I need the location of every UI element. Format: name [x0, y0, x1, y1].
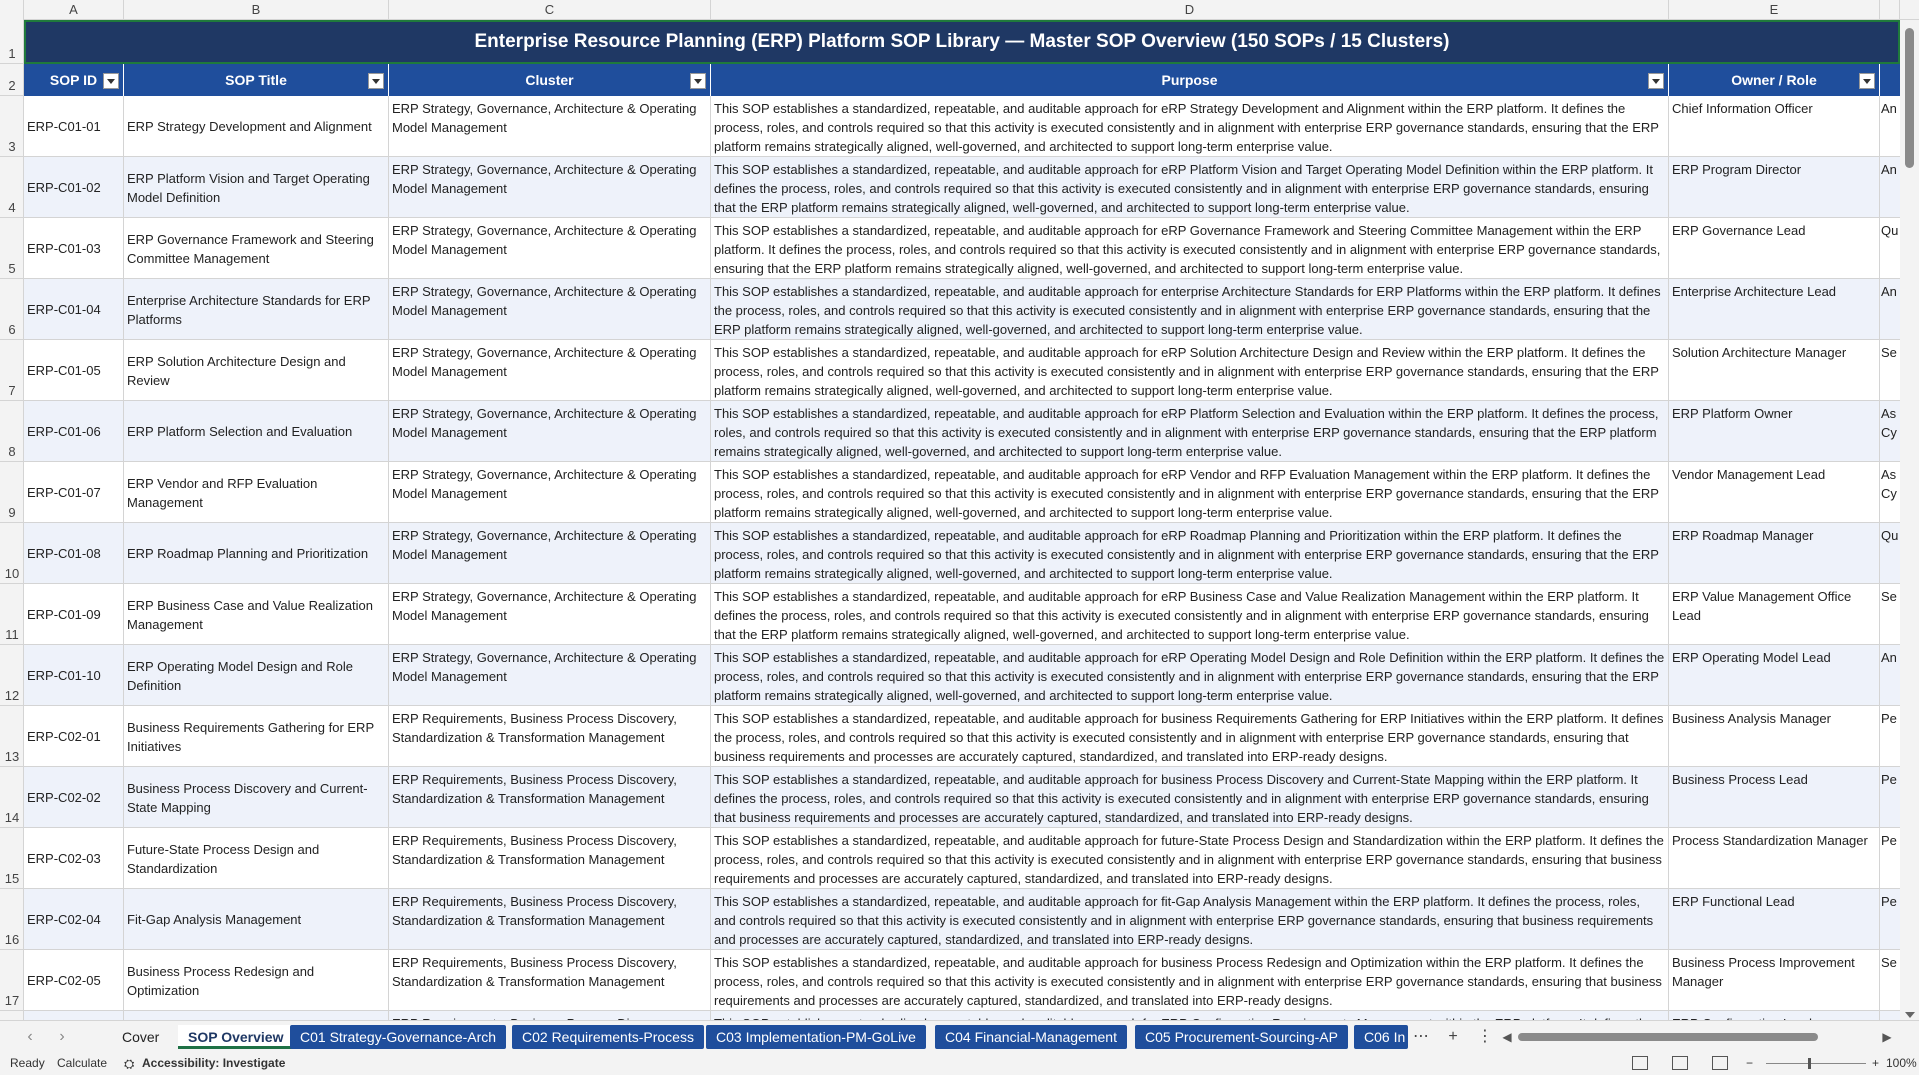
cell-owner[interactable]: Business Process Improvement Manager: [1669, 950, 1880, 1011]
cell-owner[interactable]: Solution Architecture Manager: [1669, 340, 1880, 401]
select-all-corner[interactable]: [0, 0, 24, 20]
table-row: [24, 889, 1900, 950]
cell-id[interactable]: ERP-C01-08: [24, 523, 124, 584]
cell-id[interactable]: ERP-C02-02: [24, 767, 124, 828]
row-header[interactable]: [0, 828, 24, 889]
sheet-tab-bar: [0, 1020, 1919, 1052]
cell-title[interactable]: Enterprise Architecture Standards for ERP Platforms: [124, 279, 389, 340]
cell-id[interactable]: ERP-C01-03: [24, 218, 124, 279]
row-number: 11: [5, 627, 19, 642]
cell-purpose[interactable]: This SOP establishes a standardized, repeatable, and auditable approach for eRP Solution Architecture Design and Review within the ERP platform. It defines the process, roles, and controls required so that this activity is executed consistently and in alignment with enterprise ERP governance standards, ensuring that the ERP platform remains strategically aligned, well-governed, and architected to support long-term enterprise value.: [711, 340, 1669, 401]
header-label: SOP Title: [225, 72, 287, 88]
row-header[interactable]: [0, 64, 24, 96]
cell-cluster[interactable]: ERP Requirements, Business Process Discovery, Standardization & Transformation Management: [389, 950, 711, 1011]
cell-owner[interactable]: ERP Functional Lead: [1669, 889, 1880, 950]
row-header[interactable]: [0, 20, 24, 64]
cell-extra[interactable]: Se: [1881, 589, 1897, 604]
tab-c02[interactable]: C02 Requirements-Process: [512, 1025, 704, 1049]
cell-title[interactable]: Business Requirements Gathering for ERP Initiatives: [124, 706, 389, 767]
table-row: [24, 462, 1900, 523]
column-header-d[interactable]: D: [711, 0, 1669, 20]
row-header[interactable]: [0, 340, 24, 401]
page-layout-view-icon[interactable]: [1672, 1056, 1688, 1070]
cell-id[interactable]: ERP-C02-01: [24, 706, 124, 767]
cell-owner[interactable]: Process Standardization Manager: [1669, 828, 1880, 889]
row-header[interactable]: [0, 279, 24, 340]
cell-cluster[interactable]: ERP Strategy, Governance, Architecture & Operating Model Management: [389, 523, 711, 584]
row-number: 3: [8, 139, 16, 154]
cell-title[interactable]: ERP Vendor and RFP Evaluation Management: [124, 462, 389, 523]
row-header[interactable]: [0, 462, 24, 523]
normal-view-icon[interactable]: [1632, 1056, 1648, 1070]
row-header[interactable]: [0, 767, 24, 828]
header-next-column[interactable]: [1880, 64, 1900, 96]
cell-owner[interactable]: ERP Program Director: [1669, 157, 1880, 218]
cell-id[interactable]: ERP-C01-05: [24, 340, 124, 401]
cell-owner[interactable]: ERP Platform Owner: [1669, 401, 1880, 462]
cell-purpose[interactable]: This SOP establishes a standardized, repeatable, and auditable approach for eRP Roadmap Planning and Prioritization within the ERP platform. It defines the process, roles, and controls required so that this activity is executed consistently and in alignment with enterprise ERP governance standards, ensuring that the ERP platform remains strategically aligned, well-governed, and architected to support long-term enterprise value.: [711, 523, 1669, 584]
scroll-right-icon[interactable]: ▶: [1882, 1030, 1892, 1044]
header-label: Cluster: [525, 72, 574, 88]
cell-id[interactable]: ERP-C01-06: [24, 401, 124, 462]
header-owner-role[interactable]: [1669, 64, 1880, 96]
status-accessibility[interactable]: Accessibility: Investigate: [142, 1056, 286, 1070]
cell-cluster[interactable]: ERP Strategy, Governance, Architecture & Operating Model Management: [389, 96, 711, 157]
row-header[interactable]: [0, 706, 24, 767]
cell-cluster[interactable]: ERP Strategy, Governance, Architecture & Operating Model Management: [389, 401, 711, 462]
status-bar: [0, 1052, 1919, 1075]
cell-title[interactable]: ERP Strategy Development and Alignment: [124, 96, 389, 157]
table-row: [24, 584, 1900, 645]
row-number: 4: [8, 200, 16, 215]
row-number: 14: [4, 810, 20, 825]
cell-purpose[interactable]: This SOP establishes a standardized, repeatable, and auditable approach for eRP Platform Vision and Target Operating Model Definition within the ERP platform. It defines the process, roles, and controls required so that this activity is executed consistently and in alignment with enterprise ERP governance standards, ensuring that the ERP platform remains strategically aligned, well-governed, and architected to support long-term enterprise value.: [711, 157, 1669, 218]
table-row: [24, 401, 1900, 462]
horizontal-scroll-thumb[interactable]: [1518, 1033, 1818, 1041]
cell-title[interactable]: ERP Platform Vision and Target Operating Model Definition: [124, 157, 389, 218]
cell-owner[interactable]: Chief Information Officer: [1669, 96, 1880, 157]
row-number: 9: [8, 505, 16, 520]
cell-cluster[interactable]: ERP Requirements, Business Process Discovery, Standardization & Transformation Management: [389, 767, 711, 828]
header-cluster[interactable]: [389, 64, 711, 96]
zoom-level[interactable]: 100%: [1886, 1056, 1917, 1070]
cell-purpose[interactable]: This SOP establishes a standardized, repeatable, and auditable approach for eRP Operating Model Design and Role Definition within the ERP platform. It defines the process, roles, and controls required so that this activity is executed consistently and in alignment with enterprise ERP governance standards, ensuring that the ERP platform remains strategically aligned, well-governed, and architected to support long-term enterprise value.: [711, 645, 1669, 706]
cell-owner[interactable]: ERP Governance Lead: [1669, 218, 1880, 279]
cell-owner[interactable]: Enterprise Architecture Lead: [1669, 279, 1880, 340]
cell-purpose[interactable]: This SOP establishes a standardized, repeatable, and auditable approach for enterprise Architecture Standards for ERP Platforms within the ERP platform. It defines the process, roles, and controls required so that this activity is executed consistently and in alignment with enterprise ERP governance standards, ensuring that the ERP platform remains strategically aligned, well-governed, and architected to support long-term enterprise value.: [711, 279, 1669, 340]
sheet-options-icon[interactable]: ⋮: [1477, 1028, 1493, 1045]
filter-dropdown-icon[interactable]: [1859, 73, 1875, 89]
row-header[interactable]: [0, 584, 24, 645]
cell-owner[interactable]: Business Process Lead: [1669, 767, 1880, 828]
cell-extra[interactable]: Se: [1881, 345, 1897, 360]
vertical-scrollbar[interactable]: [1900, 20, 1919, 1020]
cell-owner[interactable]: ERP Operating Model Lead: [1669, 645, 1880, 706]
status-calculate[interactable]: Calculate: [57, 1056, 108, 1070]
filter-dropdown-icon[interactable]: [368, 73, 384, 89]
cell-title[interactable]: ERP Business Case and Value Realization Management: [124, 584, 389, 645]
column-header-b[interactable]: B: [124, 0, 389, 20]
more-sheets-icon[interactable]: ⋯: [1413, 1028, 1429, 1045]
tab-c03[interactable]: C03 Implementation-PM-GoLive: [706, 1025, 926, 1049]
cell-title[interactable]: Business Process Discovery and Current-State Mapping: [124, 767, 389, 828]
cell-title[interactable]: Business Process Redesign and Optimization: [124, 950, 389, 1011]
header-label: Purpose: [1161, 72, 1218, 88]
cell-owner[interactable]: ERP Roadmap Manager: [1669, 523, 1880, 584]
cell-cluster[interactable]: ERP Strategy, Governance, Architecture & Operating Model Management: [389, 340, 711, 401]
cell-owner[interactable]: Vendor Management Lead: [1669, 462, 1880, 523]
cell-cluster[interactable]: ERP Requirements, Business Process Discovery, Standardization & Transformation Management: [389, 828, 711, 889]
row-number: 12: [4, 688, 20, 703]
sheet-title-cell[interactable]: Enterprise Resource Planning (ERP) Platform SOP Library — Master SOP Overview (150 SOPs / 15 Clusters): [24, 20, 1900, 64]
cell-cluster[interactable]: ERP Strategy, Governance, Architecture & Operating Model Management: [389, 279, 711, 340]
row-number: 5: [8, 261, 16, 276]
filter-dropdown-icon[interactable]: [690, 73, 706, 89]
status-ready: Ready: [10, 1056, 45, 1070]
cell-id[interactable]: ERP-C01-07: [24, 462, 124, 523]
table-row: [24, 645, 1900, 706]
table-row: [24, 767, 1900, 828]
zoom-in-button[interactable]: +: [1872, 1056, 1880, 1070]
table-row: [24, 279, 1900, 340]
header-sop-title[interactable]: [124, 64, 389, 96]
row-header[interactable]: [0, 950, 24, 1011]
add-sheet-icon[interactable]: +: [1448, 1028, 1458, 1045]
row-header[interactable]: [0, 523, 24, 584]
cell-extra[interactable]: Qu: [1881, 528, 1899, 543]
zoom-out-button[interactable]: −: [1746, 1056, 1754, 1070]
cell-id[interactable]: ERP-C01-10: [24, 645, 124, 706]
header-label: Owner / Role: [1731, 72, 1817, 88]
column-header-f[interactable]: [1880, 0, 1900, 20]
tab-c01[interactable]: C01 Strategy-Governance-Arch: [290, 1025, 506, 1049]
cell-extra[interactable]: As Cy: [1881, 467, 1897, 501]
row-header[interactable]: [0, 645, 24, 706]
row-number: 6: [8, 322, 16, 337]
page-break-view-icon[interactable]: [1712, 1056, 1728, 1070]
row-number: 8: [8, 444, 16, 459]
cell-id[interactable]: ERP-C01-04: [24, 279, 124, 340]
cell-purpose[interactable]: This SOP establishes a standardized, repeatable, and auditable approach for eRP Vendor and RFP Evaluation Management within the ERP platform. It defines the process, roles, and controls required so that this activity is executed consistently and in alignment with enterprise ERP governance standards, ensuring that the ERP platform remains strategically aligned, well-governed, and architected to support long-term enterprise value.: [711, 462, 1669, 523]
header-purpose[interactable]: [711, 64, 1669, 96]
cell-extra[interactable]: Qu: [1881, 223, 1899, 238]
row-header-bar: [0, 20, 24, 1020]
cell-id[interactable]: ERP-C01-01: [24, 96, 124, 157]
horizontal-scrollbar[interactable]: [1500, 1030, 1895, 1044]
zoom-slider-knob[interactable]: [1808, 1058, 1811, 1069]
cell-title[interactable]: ERP Solution Architecture Design and Review: [124, 340, 389, 401]
row-number: 13: [4, 749, 20, 764]
row-number: 1: [8, 46, 16, 61]
cell-purpose[interactable]: This SOP establishes a standardized, repeatable, and auditable approach for fit-Gap Analysis Management within the ERP platform. It defines the process, roles, and controls required so that this activity is executed consistently and in alignment with enterprise ERP governance standards, ensuring that business requirements and processes are accurately captured, standardized, and translated into ERP-ready designs.: [711, 889, 1669, 950]
header-sop-id[interactable]: [24, 64, 124, 96]
cell-cluster[interactable]: ERP Strategy, Governance, Architecture & Operating Model Management: [389, 157, 711, 218]
table-row: [24, 96, 1900, 157]
table-row: [24, 706, 1900, 767]
filter-dropdown-icon[interactable]: [1648, 73, 1664, 89]
row-number: 17: [4, 993, 20, 1008]
column-header-a[interactable]: A: [24, 0, 124, 20]
table-row: [24, 523, 1900, 584]
row-header[interactable]: [0, 96, 24, 157]
tab-c04[interactable]: C04 Financial-Management: [935, 1025, 1127, 1049]
cell-extra[interactable]: Se: [1881, 955, 1897, 970]
cell-id[interactable]: ERP-C02-03: [24, 828, 124, 889]
cell-owner[interactable]: Business Analysis Manager: [1669, 706, 1880, 767]
vertical-scroll-thumb[interactable]: [1905, 28, 1914, 168]
row-number: 15: [4, 871, 20, 886]
row-number: 16: [4, 932, 20, 947]
accessibility-icon[interactable]: ⛭: [124, 1056, 135, 1071]
zoom-slider[interactable]: [1766, 1063, 1866, 1064]
tab-c05[interactable]: C05 Procurement-Sourcing-AP: [1135, 1025, 1348, 1049]
cell-cluster[interactable]: ERP Strategy, Governance, Architecture & Operating Model Management: [389, 645, 711, 706]
row-number: 10: [4, 566, 20, 581]
scroll-down-icon[interactable]: [1905, 1012, 1915, 1018]
cell-extra[interactable]: As Cy: [1881, 406, 1897, 440]
cell-purpose[interactable]: This SOP establishes a standardized, repeatable, and auditable approach for eRP Strategy Development and Alignment within the ERP platform. It defines the process, roles, and controls required so that this activity is executed consistently and in alignment with enterprise ERP governance standards, ensuring that the ERP platform remains strategically aligned, well-governed, and architected to support long-term enterprise value.: [711, 96, 1669, 157]
cell-extra[interactable]: Pe: [1881, 772, 1897, 787]
row-number: 7: [8, 383, 16, 398]
table-row: [24, 340, 1900, 401]
cell-purpose[interactable]: This SOP establishes a standardized, repeatable, and auditable approach for future-State Process Design and Standardization within the ERP platform. It defines the process, roles, and controls required so that this activity is executed consistently and in alignment with enterprise ERP governance standards, ensuring that business requirements and processes are accurately captured, standardized, and translated into ERP-ready designs.: [711, 828, 1669, 889]
row-header[interactable]: [0, 157, 24, 218]
cell-purpose[interactable]: This SOP establishes a standardized, repeatable, and auditable approach for business Requirements Gathering for ERP Initiatives within the ERP platform. It defines the process, roles, and controls required so that this activity is executed consistently and in alignment with enterprise ERP governance standards, ensuring that business requirements and processes are accurately captured, standardized, and translated into ERP-ready designs.: [711, 706, 1669, 767]
cell-extra[interactable]: An: [1881, 650, 1897, 665]
cell-extra[interactable]: Pe: [1881, 894, 1897, 909]
cell-extra[interactable]: Pe: [1881, 833, 1897, 848]
cell-extra[interactable]: An: [1881, 101, 1897, 116]
cell-title[interactable]: Future-State Process Design and Standardization: [124, 828, 389, 889]
cell-cluster[interactable]: ERP Requirements, Business Process Discovery, Standardization & Transformation Management: [389, 889, 711, 950]
column-header-c[interactable]: C: [389, 0, 711, 20]
cell-id[interactable]: ERP-C01-09: [24, 584, 124, 645]
cell-title[interactable]: ERP Governance Framework and Steering Committee Management: [124, 218, 389, 279]
cell-purpose[interactable]: This SOP establishes a standardized, repeatable, and auditable approach for business Process Redesign and Optimization within the ERP platform. It defines the process, roles, and controls required so that this activity is executed consistently and in alignment with enterprise ERP governance standards, ensuring that business requirements and processes are accurately captured, standardized, and translated into ERP-ready designs.: [711, 950, 1669, 1011]
row-header[interactable]: [0, 401, 24, 462]
cell-extra[interactable]: An: [1881, 162, 1897, 177]
cell-cluster[interactable]: ERP Requirements, Business Process Discovery, Standardization & Transformation Management: [389, 706, 711, 767]
cell-id[interactable]: ERP-C02-04: [24, 889, 124, 950]
column-header-bar: [0, 0, 1919, 20]
cell-title[interactable]: ERP Platform Selection and Evaluation: [124, 401, 389, 462]
cell-purpose[interactable]: This SOP establishes a standardized, repeatable, and auditable approach for business Process Discovery and Current-State Mapping within the ERP platform. It defines the process, roles, and controls required so that this activity is executed consistently and in alignment with enterprise ERP governance standards, ensuring that business requirements and processes are accurately captured, standardized, and translated into ERP-ready designs.: [711, 767, 1669, 828]
cell-title[interactable]: ERP Roadmap Planning and Prioritization: [124, 523, 389, 584]
table-row: [24, 218, 1900, 279]
cell-title[interactable]: ERP Operating Model Design and Role Definition: [124, 645, 389, 706]
cell-title[interactable]: Fit-Gap Analysis Management: [124, 889, 389, 950]
row-number: 2: [8, 78, 16, 93]
column-header-e[interactable]: E: [1669, 0, 1880, 20]
cell-extra[interactable]: An: [1881, 284, 1897, 299]
table-row: [24, 950, 1900, 1011]
cell-cluster[interactable]: ERP Strategy, Governance, Architecture & Operating Model Management: [389, 218, 711, 279]
row-header[interactable]: [0, 889, 24, 950]
filter-dropdown-icon[interactable]: [103, 73, 119, 89]
header-label: SOP ID: [49, 72, 98, 88]
scroll-left-icon[interactable]: ◀: [1502, 1030, 1512, 1044]
sheet-grid[interactable]: [24, 20, 1900, 1020]
cell-id[interactable]: ERP-C02-05: [24, 950, 124, 1011]
cell-id[interactable]: ERP-C01-02: [24, 157, 124, 218]
tab-sop-overview[interactable]: SOP Overview: [178, 1025, 293, 1049]
cell-purpose[interactable]: This SOP establishes a standardized, repeatable, and auditable approach for eRP Platform Selection and Evaluation within the ERP platform. It defines the process, roles, and controls required so that this activity is executed consistently and in alignment with enterprise ERP governance standards, ensuring that the ERP platform remains strategically aligned, well-governed, and architected to support long-term enterprise value.: [711, 401, 1669, 462]
row-header[interactable]: [0, 218, 24, 279]
prev-sheet-icon[interactable]: ‹: [27, 1028, 33, 1045]
cell-purpose[interactable]: This SOP establishes a standardized, repeatable, and auditable approach for eRP Business Case and Value Realization Management within the ERP platform. It defines the process, roles, and controls required so that this activity is executed consistently and in alignment with enterprise ERP governance standards, ensuring that the ERP platform remains strategically aligned, well-governed, and architected to support long-term enterprise value.: [711, 584, 1669, 645]
table-row: [24, 828, 1900, 889]
next-sheet-icon[interactable]: ›: [59, 1028, 65, 1045]
cell-purpose[interactable]: This SOP establishes a standardized, repeatable, and auditable approach for eRP Governance Framework and Steering Committee Management within the ERP platform. It defines the process, roles, and controls required so that this activity is executed consistently and in alignment with enterprise ERP governance standards, ensuring that the ERP platform remains strategically aligned, well-governed, and architected to support long-term enterprise value.: [711, 218, 1669, 279]
cell-cluster[interactable]: ERP Strategy, Governance, Architecture & Operating Model Management: [389, 584, 711, 645]
table-header-row: [24, 64, 1900, 96]
cell-owner[interactable]: ERP Value Management Office Lead: [1669, 584, 1880, 645]
table-row: [24, 157, 1900, 218]
tab-cover[interactable]: Cover: [122, 1029, 160, 1045]
tab-c06[interactable]: C06 In: [1354, 1025, 1408, 1049]
cell-cluster[interactable]: ERP Strategy, Governance, Architecture & Operating Model Management: [389, 462, 711, 523]
cell-extra[interactable]: Pe: [1881, 711, 1897, 726]
